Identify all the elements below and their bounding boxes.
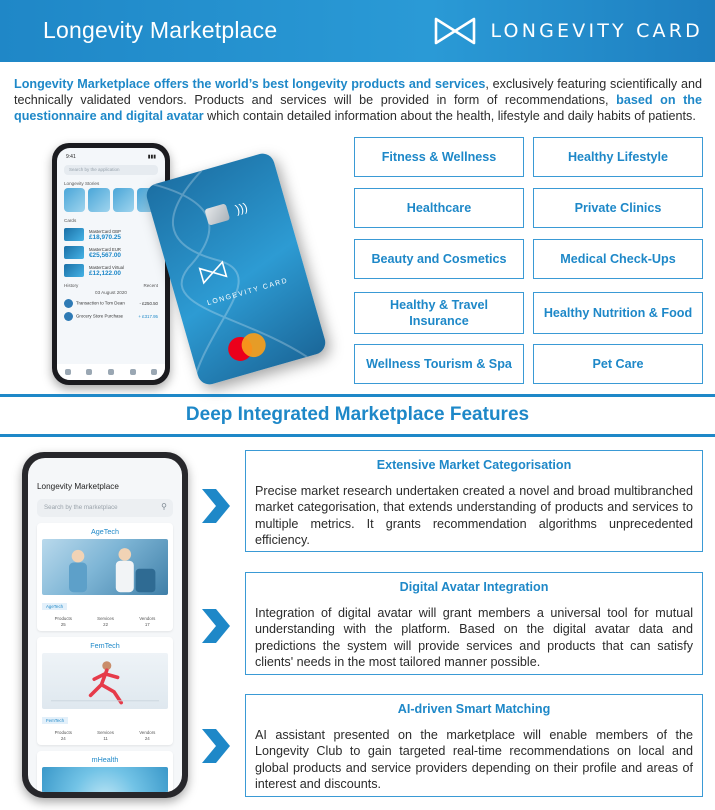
category-healthcare[interactable]: Healthcare xyxy=(354,188,524,228)
card-thumb xyxy=(64,264,84,277)
stat-label: Vendors xyxy=(139,616,156,621)
feature-text: AI assistant presented on the marketplace will enable members of the Longevity Club to gain targeted real-time recommendations on local and global products and service providers depending on their profile and areas of interest and discounts. xyxy=(255,728,693,792)
header-banner xyxy=(0,0,715,62)
section-divider-bottom xyxy=(0,434,715,437)
contactless-icon: ))) xyxy=(233,199,250,217)
category-healthy-lifestyle[interactable]: Healthy Lifestyle xyxy=(533,137,703,177)
card-item xyxy=(64,228,158,241)
agetech-photo xyxy=(42,539,168,595)
feature-title: Digital Avatar Integration xyxy=(399,580,549,594)
stat-label: Services xyxy=(97,616,115,621)
story-thumb xyxy=(88,188,109,212)
card-item xyxy=(64,246,158,259)
category-title: AgeTech xyxy=(91,527,119,536)
feature-text: Integration of digital avatar will grant members a universal tool for mutual understanding with the platform. Based on the digital avatar data and predictions the system will provide services and products that can satisfy clients' needs in the most tailored manner possible. xyxy=(255,606,693,670)
stat-label: Vendors xyxy=(139,730,156,735)
card-brand-name: LONGEVITY CARD xyxy=(206,277,290,308)
card-balance: €25,567.00 xyxy=(89,251,121,259)
status-time: 9:41 xyxy=(66,154,76,160)
nav-cards-icon xyxy=(86,369,92,375)
market-category-card xyxy=(37,637,173,745)
card-name: MasterCard EUR xyxy=(89,246,121,252)
stat-value: 17 xyxy=(144,622,150,627)
merchant-icon xyxy=(64,299,73,308)
transaction-name: Grocery Store Purchase xyxy=(76,313,124,319)
transaction-name: Transaction to Tom Dean xyxy=(76,300,125,306)
history-date xyxy=(64,290,158,295)
intro-text-1: , exclusively featuring scientifically and technically validated vendors. Products and services will be provided in form of recommendations, xyxy=(14,77,702,107)
marketplace-search-input xyxy=(37,499,173,517)
category-medical-checkups[interactable]: Medical Check-Ups xyxy=(533,239,703,279)
intro-text-2: which contain detailed information about the health, lifestyle and daily habits of patients. xyxy=(203,109,696,123)
stat-value: 24 xyxy=(144,736,150,741)
brand-name: LONGEVITY CARD xyxy=(490,20,703,42)
category-private-clinics[interactable]: Private Clinics xyxy=(533,188,703,228)
cards-label: Cards xyxy=(64,218,77,223)
feature-title: Extensive Market Categorisation xyxy=(376,458,572,472)
people-illustration xyxy=(42,539,168,595)
runner-illustration xyxy=(42,653,168,709)
story-thumb xyxy=(64,188,85,212)
nav-settings-icon xyxy=(151,369,157,375)
story-thumb xyxy=(113,188,134,212)
history-label: History xyxy=(64,283,79,288)
nav-market-icon xyxy=(130,369,136,375)
transaction-row xyxy=(64,312,158,321)
feature-text: Precise market research undertaken created a novel and broad multibranched market categorisation, that extends understanding of products and services to multiple metrics. It grants recommendation algorithms unprecedented efficiency. xyxy=(255,484,693,548)
nav-home-icon xyxy=(65,369,71,375)
card-name: MasterCard GBP xyxy=(89,228,121,234)
longevity-card-image xyxy=(144,151,328,387)
transaction-row xyxy=(64,299,158,308)
search-placeholder: Search by the marketplace xyxy=(44,504,118,511)
market-category-card xyxy=(37,523,173,631)
search-icon: ⚲ xyxy=(161,502,167,511)
card-item xyxy=(64,264,158,277)
transaction-amount: + £317.95 xyxy=(138,314,158,319)
stat-value: 22 xyxy=(103,622,109,627)
phone-screen xyxy=(57,148,165,380)
category-beauty-cosmetics[interactable]: Beauty and Cosmetics xyxy=(354,239,524,279)
card-thumb xyxy=(64,246,84,259)
stories-strip xyxy=(64,188,158,212)
feature-title: AI-driven Smart Matching xyxy=(397,702,551,716)
stat-label: Products xyxy=(54,616,72,621)
history-heading xyxy=(64,283,158,288)
market-category-card xyxy=(37,751,173,792)
category-title: FemTech xyxy=(90,641,120,650)
stat-value: 11 xyxy=(103,736,108,741)
intro-lead: Longevity Marketplace offers the world’s best longevity products and services xyxy=(14,77,486,91)
stories-heading xyxy=(64,181,158,186)
category-tag: FemTech xyxy=(42,717,68,724)
stat-value: 24 xyxy=(60,736,66,741)
stat-value: 25 xyxy=(60,622,66,627)
card-thumb xyxy=(64,228,84,241)
chevron-right-icon xyxy=(198,487,232,525)
bottom-nav xyxy=(57,364,165,380)
category-tag: AgeTech xyxy=(42,603,67,610)
status-bar xyxy=(57,148,165,160)
cards-heading xyxy=(64,218,158,223)
category-healthy-nutrition-food[interactable]: Healthy Nutrition & Food xyxy=(533,292,703,334)
femtech-photo xyxy=(42,653,168,709)
longevity-logo-icon xyxy=(434,17,476,45)
banking-phone-mockup xyxy=(52,143,170,385)
category-stats xyxy=(42,616,168,628)
mhealth-photo xyxy=(42,767,168,792)
chevron-right-icon xyxy=(198,727,232,765)
category-pet-care[interactable]: Pet Care xyxy=(533,344,703,384)
stat-label: Products xyxy=(54,730,72,735)
category-title: mHealth xyxy=(91,755,119,764)
brand xyxy=(434,16,703,46)
card-balance: £18,970.25 xyxy=(89,233,121,241)
category-wellness-tourism-spa[interactable]: Wellness Tourism & Spa xyxy=(354,344,524,384)
app-title: Longevity Marketplace xyxy=(37,482,119,491)
section-title: Deep Integrated Marketplace Features xyxy=(185,404,530,425)
category-health-travel-insurance[interactable]: Healthy & Travel Insurance xyxy=(354,292,524,334)
stories-label: Longevity Stories xyxy=(64,181,100,186)
phone-screen xyxy=(28,458,182,792)
feature-market-categorisation xyxy=(245,450,703,552)
stat-label: Services xyxy=(97,730,115,735)
transaction-amount: - £250.50 xyxy=(139,301,158,306)
section-divider-top xyxy=(0,394,715,397)
feature-digital-avatar xyxy=(245,572,703,675)
category-stats xyxy=(42,730,168,742)
intro-paragraph xyxy=(14,76,702,124)
chevron-right-icon xyxy=(198,607,232,645)
page-title: Longevity Marketplace xyxy=(43,17,278,43)
card-name: MasterCard Virtual xyxy=(89,264,124,270)
battery-icon: ▮▮▮ xyxy=(147,154,156,160)
category-fitness-wellness[interactable]: Fitness & Wellness xyxy=(354,137,524,177)
history-filter: Recent xyxy=(143,283,158,288)
marketplace-phone-mockup xyxy=(22,452,188,798)
card-balance: £12,122.00 xyxy=(89,269,121,277)
app-search-input: Search by the application xyxy=(64,165,158,175)
feature-ai-matching xyxy=(245,694,703,797)
history-date-text: 03 August 2020 xyxy=(95,290,127,295)
merchant-icon xyxy=(64,312,73,321)
intro-highlight: based on the questionnaire and digital avatar xyxy=(14,93,703,123)
nav-send-icon xyxy=(108,369,114,375)
